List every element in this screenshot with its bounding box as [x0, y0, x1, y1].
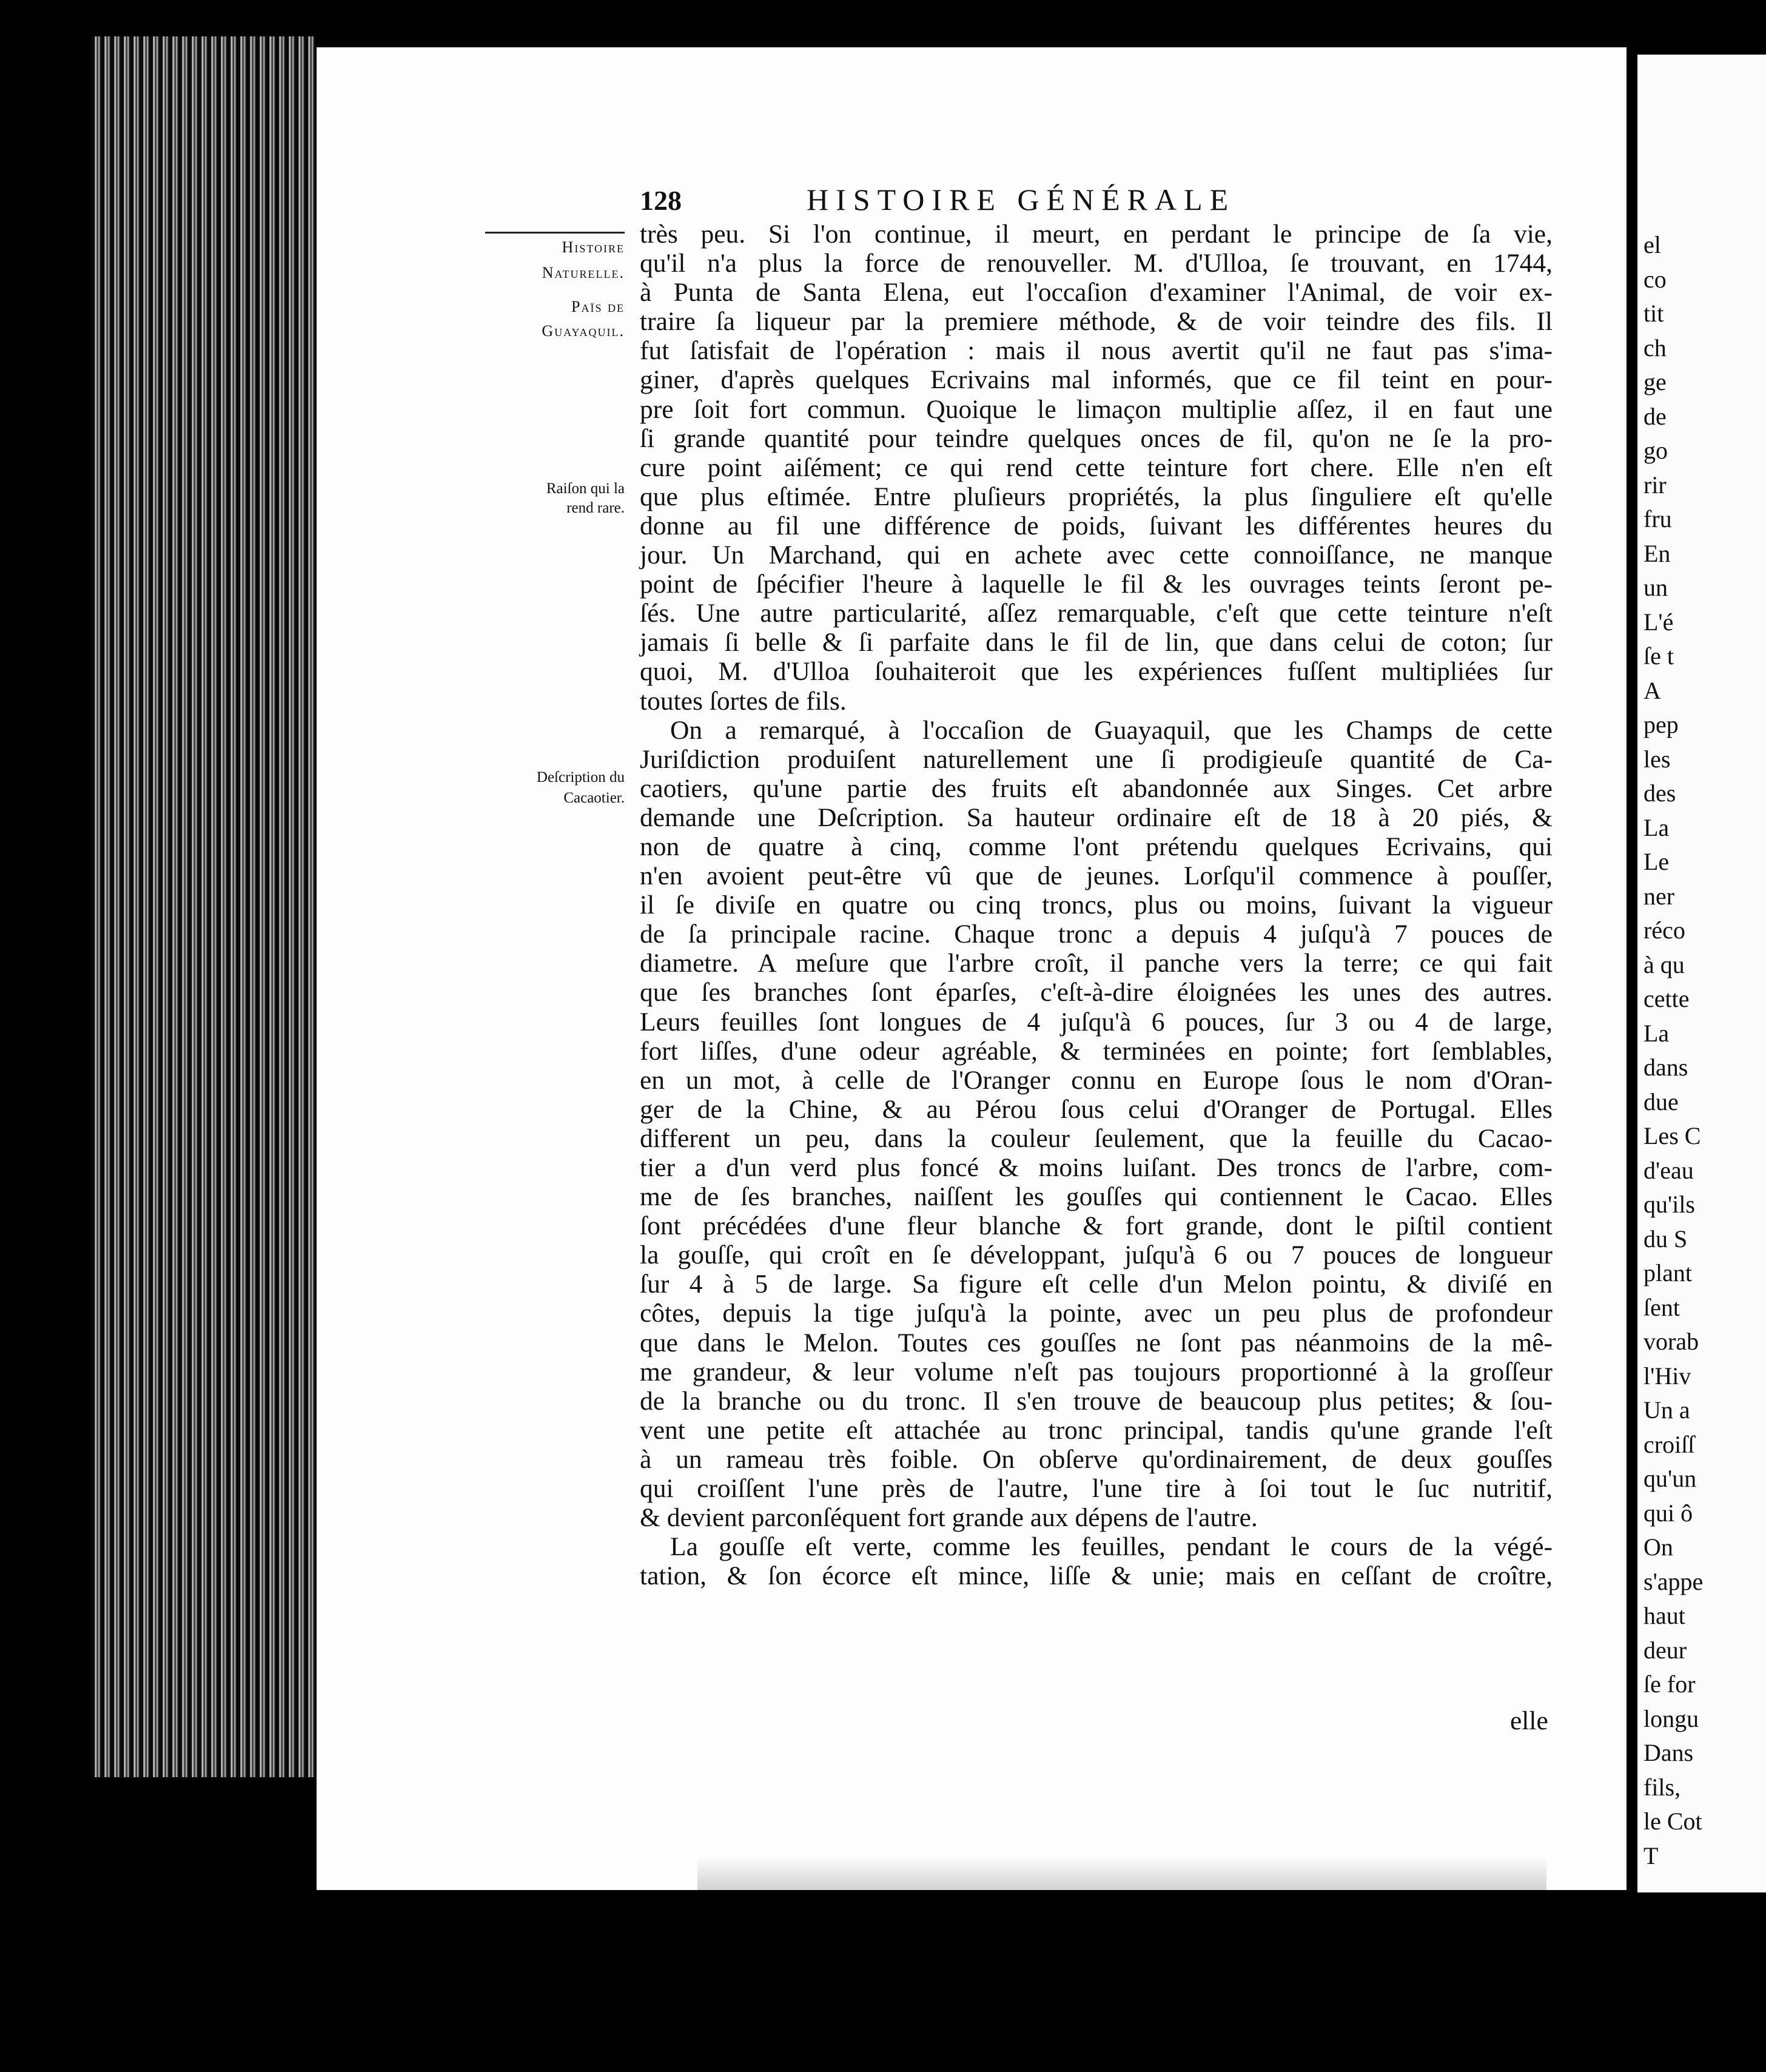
text-line: en un mot, à celle de l'Oranger connu en Europe ſous le nom d'Oran-	[640, 1065, 1553, 1095]
text-line: à Punta de Santa Elena, eut l'occaſion d'examiner l'Animal, de voir ex-	[640, 278, 1553, 308]
text-line: Juriſdiction produiſent naturellement une ſi prodigieuſe quantité de Ca-	[640, 744, 1553, 774]
book-binding-edge	[91, 36, 315, 1777]
text-line: côtes, depuis la tige juſqu'à la pointe, avec un peu plus de profondeur	[640, 1299, 1553, 1328]
text-line: à un rameau très foible. On obſerve qu'ordinairement, de deux gouſſes	[640, 1444, 1553, 1474]
text-line: different un peu, dans la couleur ſeulement, que la feuille du Cacao-	[640, 1123, 1553, 1153]
text-line: diametre. A meſure que l'arbre croît, il panche vers la terre; ce qui fait	[640, 949, 1553, 978]
text-line: La gouſſe eſt verte, comme les feuilles, pendant le cours de la végé-	[670, 1532, 1553, 1562]
facing-page-fragment: cette	[1643, 985, 1690, 1012]
text-line: demande une Deſcription. Sa hauteur ordinaire eſt de 18 à 20 piés, &	[640, 802, 1553, 832]
text-line: non de quatre à cinq, comme l'ont prétendu quelques Ecrivains, qui	[640, 832, 1553, 861]
text-line: vent une petite eſt attachée au tronc principal, tandis qu'une grande l'eſt	[640, 1415, 1553, 1445]
facing-page-fragment: rir	[1643, 471, 1667, 499]
facing-page-fragment: Un a	[1643, 1396, 1690, 1424]
text-line: toutes ſortes de fils.	[640, 686, 847, 716]
margin-note-rarity-1: Raiſon qui la	[546, 480, 625, 497]
facing-page-fragment: co	[1643, 265, 1667, 293]
body-text	[640, 220, 1553, 1590]
text-line: ſés. Une autre particularité, aſſez remarquable, c'eſt que cette teinture n'eſt	[640, 599, 1553, 628]
facing-page-fragment: En	[1643, 539, 1671, 567]
text-line: cure point aiſément; ce qui rend cette teinture fort chere. Elle n'en eſt	[640, 452, 1553, 482]
text-line: caotiers, qu'une partie des fruits eſt abandonnée aux Singes. Cet arbre	[640, 773, 1553, 803]
facing-page-fragment: vorab	[1643, 1328, 1699, 1355]
facing-page-fragment: qu'un	[1643, 1465, 1697, 1492]
text-line: jamais ſi belle & ſi parfaite dans le fil de lin, que dans celui de coton; ſur	[640, 628, 1553, 658]
facing-page-fragment: croiſſ	[1643, 1430, 1695, 1458]
facing-page-fragment: haut	[1643, 1602, 1685, 1629]
facing-page-fragment: des	[1643, 779, 1676, 807]
facing-page-fragment: deur	[1643, 1636, 1687, 1664]
facing-page-fragment: ge	[1643, 368, 1667, 395]
text-line: qu'il n'a plus la force de renouveller. M. d'Ulloa, ſe trouvant, en 1744,	[640, 249, 1553, 278]
facing-page-fragment: un	[1643, 574, 1668, 601]
text-line: fort liſſes, d'une odeur agréable, & terminées en pointe; fort ſemblables,	[640, 1036, 1553, 1066]
facing-page-fragment: de	[1643, 402, 1667, 430]
facing-page-fragment: l'Hiv	[1643, 1362, 1691, 1390]
text-line: giner, d'après quelques Ecrivains mal informés, que ce fil teint en pour-	[640, 365, 1553, 395]
text-line: On a remarqué, à l'occaſion de Guayaquil, que les Champs de cette	[670, 715, 1553, 745]
text-line: & devient parconſéquent fort grande aux dépens de l'autre.	[640, 1503, 1258, 1533]
text-line: n'en avoient peut-être vû que de jeunes. Lorſqu'il commence à pouſſer,	[640, 861, 1553, 891]
margin-section-line-1: Histoire	[562, 238, 625, 256]
text-line: point de ſpécifier l'heure à laquelle le fil & les ouvrages teints ſeront pe-	[640, 570, 1553, 599]
facing-page-fragment: due	[1643, 1088, 1679, 1115]
facing-page-fragment: réco	[1643, 917, 1685, 944]
text-line: me de ſes branches, naiſſent les gouſſes qui contiennent le Cacao. Elles	[640, 1182, 1553, 1212]
text-line: très peu. Si l'on continue, il meurt, en perdant le principe de ſa vie,	[640, 220, 1553, 249]
facing-page-fragment: plant	[1643, 1259, 1692, 1287]
facing-page-fragment: dans	[1643, 1054, 1688, 1081]
facing-page-fragment: le Cot	[1643, 1808, 1702, 1835]
facing-page-fragment: Les C	[1643, 1122, 1701, 1149]
facing-page-fragment: ner	[1643, 882, 1675, 910]
margin-section-line-3: Païs de	[571, 298, 625, 315]
facing-page	[1637, 55, 1766, 1892]
margin-note-rarity-2: rend rare.	[566, 500, 625, 516]
facing-page-fragment: La	[1643, 813, 1670, 841]
text-line: Leurs feuilles ſont longues de 4 juſqu'à 6 pouces, ſur 3 ou 4 de large,	[640, 1007, 1553, 1037]
text-line: fut ſatisfait de l'opération : mais il nous avertit qu'il ne faut pas s'ima-	[640, 336, 1553, 366]
facing-page-fragment: ſent	[1643, 1293, 1680, 1321]
facing-page-fragment: longu	[1643, 1704, 1699, 1732]
text-line: donne au fil une différence de poids, ſuivant les différentes heures du	[640, 511, 1553, 540]
facing-page-fragment: Dans	[1643, 1739, 1694, 1766]
running-title: HISTOIRE GÉNÉRALE	[807, 183, 1236, 217]
facing-page-fragment: les	[1643, 745, 1671, 773]
margin-rule	[485, 232, 625, 234]
text-line: jour. Un Marchand, qui en achete avec cette connoiſſance, ne manque	[640, 540, 1553, 570]
text-line: il ſe diviſe en quatre ou cinq troncs, plus ou moins, ſuivant la vigueur	[640, 890, 1553, 920]
facing-page-fragment: d'eau	[1643, 1156, 1694, 1184]
facing-page-fragment: go	[1643, 437, 1668, 464]
facing-page-fragment: à qu	[1643, 950, 1685, 978]
text-line: que plus eſtimée. Entre pluſieurs propriétés, la plus ſinguliere eſt qu'elle	[640, 482, 1553, 511]
text-line: la gouſſe, qui croît en ſe développant, juſqu'à 6 ou 7 pouces de longueur	[640, 1240, 1553, 1270]
margin-note-cacao-1: Deſcription du	[536, 769, 625, 785]
text-line: de ſa principale racine. Chaque tronc a depuis 4 juſqu'à 7 pouces de	[640, 920, 1553, 949]
catchword: elle	[1510, 1706, 1548, 1735]
facing-page-fragment: A	[1643, 676, 1661, 704]
text-line: tation, & ſon écorce eſt mince, liſſe & unie; mais en ceſſant de croître,	[640, 1561, 1553, 1591]
facing-page-fragment: La	[1643, 1019, 1670, 1047]
text-line: tier a d'un verd plus foncé & moins luiſant. Des troncs de l'arbre, com-	[640, 1153, 1553, 1182]
text-line: pre ſoit fort commun. Quoique le limaçon multiplie aſſez, il en faut une	[640, 394, 1553, 424]
facing-page-fragment: ſe for	[1643, 1670, 1696, 1698]
facing-page-fragment: qu'ils	[1643, 1191, 1695, 1218]
page-shadow	[697, 1856, 1546, 1892]
text-line: ger de la Chine, & au Pérou ſous celui d'Oranger de Portugal. Elles	[640, 1094, 1553, 1124]
facing-page-fragment: T	[1643, 1842, 1659, 1869]
text-line: ſi grande quantité pour teindre quelques onces de fil, qu'on ne ſe la pro-	[640, 423, 1553, 453]
text-line: me grandeur, & leur volume n'eſt pas toujours proportionné à la groſſeur	[640, 1357, 1553, 1387]
text-line: traire ſa liqueur par la premiere méthode, & de voir teindre des fils. Il	[640, 307, 1553, 337]
margin-note-cacao-2: Cacaotier.	[563, 790, 625, 806]
facing-page-fragment: fru	[1643, 505, 1672, 533]
facing-page-fragment: L'é	[1643, 608, 1674, 636]
facing-page-fragment: qui ô	[1643, 1499, 1693, 1527]
facing-page-fragment: du S	[1643, 1225, 1688, 1253]
margin-section-line-4: Guayaquil.	[542, 322, 625, 340]
text-line: que dans le Melon. Toutes ces gouſſes ne ſont pas néanmoins de la mê-	[640, 1328, 1553, 1357]
facing-page-fragment: fils,	[1643, 1773, 1681, 1801]
text-line: quoi, M. d'Ulloa ſouhaiteroit que les expériences fuſſent multipliées ſur	[640, 657, 1553, 687]
margin-section-line-2: Naturelle.	[542, 264, 625, 281]
page-number: 128	[640, 185, 682, 216]
facing-page-fragment: On	[1643, 1533, 1673, 1561]
facing-page-fragment: ſe t	[1643, 642, 1674, 670]
text-line: que ſes branches ſont éparſes, c'eſt-à-dire éloignées les unes des autres.	[640, 978, 1553, 1007]
facing-page-fragment: ch	[1643, 334, 1667, 362]
facing-page-fragment: s'appe	[1643, 1567, 1704, 1595]
text-line: ſur 4 à 5 de large. Sa figure eſt celle d'un Melon pointu, & diviſé en	[640, 1270, 1553, 1299]
text-line: de la branche ou du tronc. Il s'en trouve de beaucoup plus petites; & ſou-	[640, 1386, 1553, 1416]
text-line: ſont précédées d'une fleur blanche & fort grande, dont le piſtil contient	[640, 1211, 1553, 1241]
text-line: qui croiſſent l'une près de l'autre, l'une tire à ſoi tout le ſuc nutritif,	[640, 1474, 1553, 1504]
facing-page-fragment: el	[1643, 231, 1661, 258]
facing-page-fragment: tit	[1643, 300, 1664, 327]
facing-page-fragment: pep	[1643, 711, 1679, 738]
facing-page-fragment: Le	[1643, 848, 1670, 875]
